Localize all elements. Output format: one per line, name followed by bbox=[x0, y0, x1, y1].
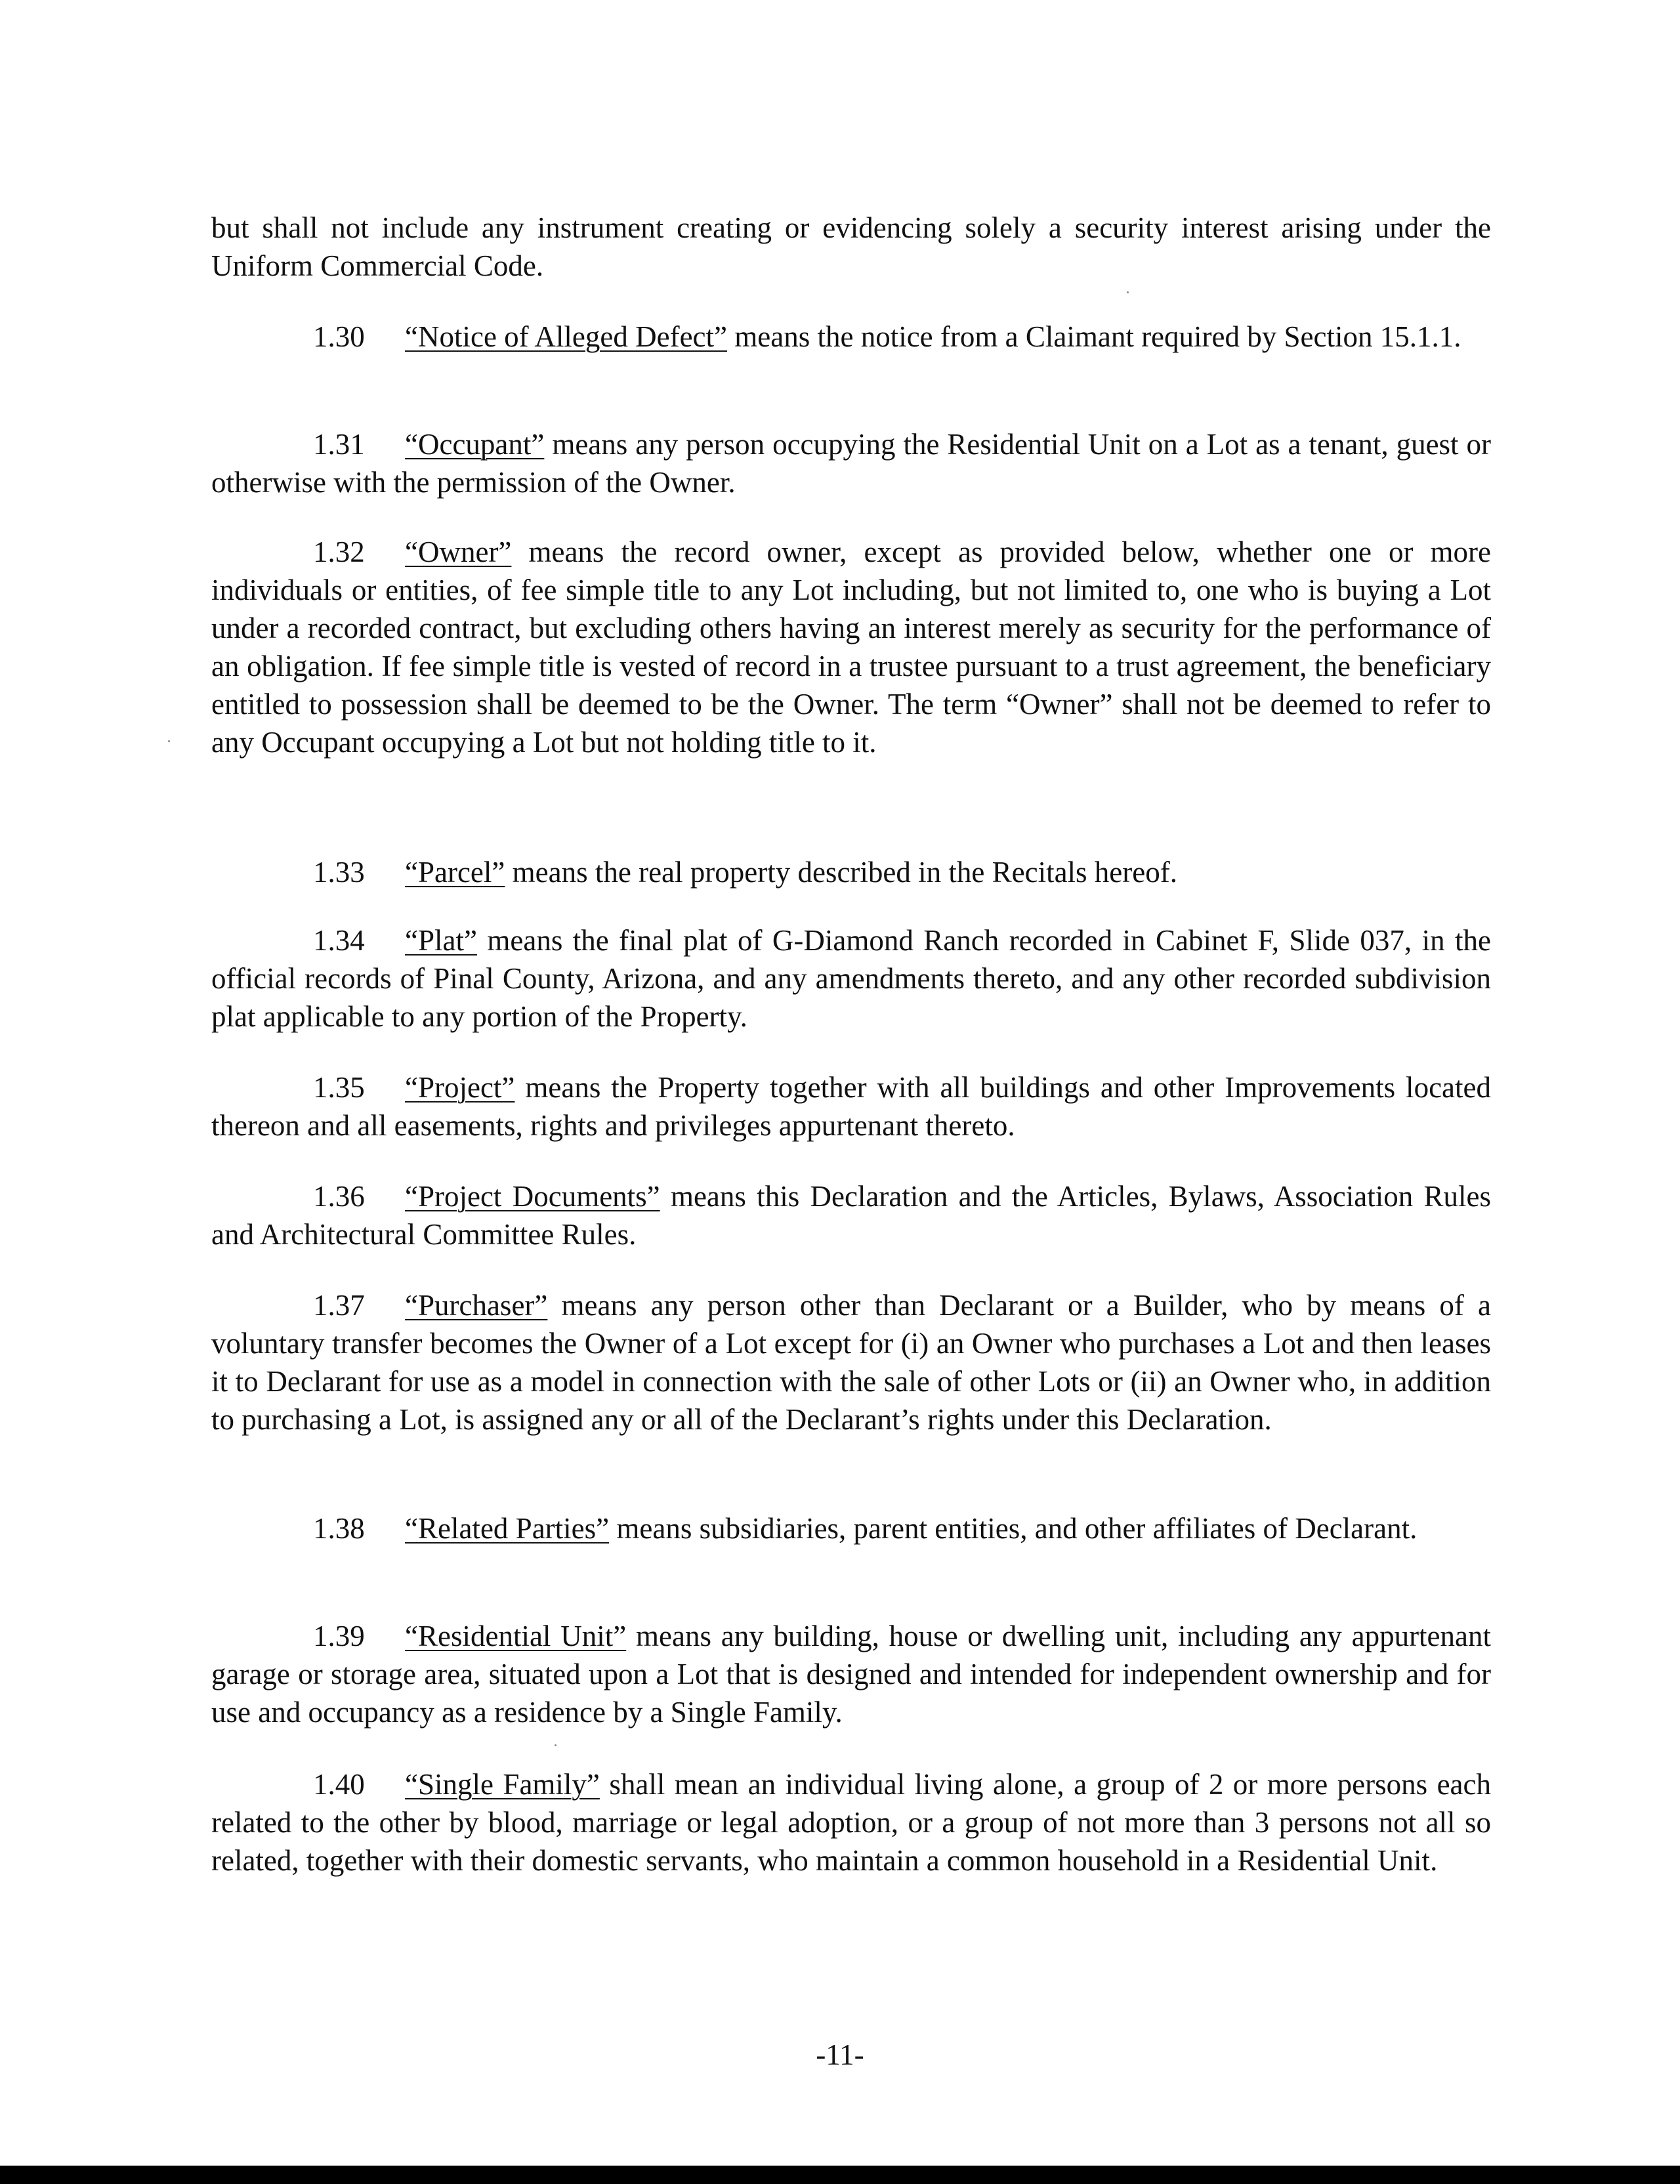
definition-1-35 bbox=[211, 1068, 1491, 1144]
definition-1-32 bbox=[211, 533, 1491, 761]
definition-text: means the Property together with all buildings and other Improvements located thereon and all easements, rights and privileges appurtenant thereto. bbox=[211, 1071, 1491, 1142]
definition-term: “Occupant” bbox=[405, 428, 545, 461]
definition-number: 1.32 bbox=[313, 536, 365, 568]
definition-number: 1.30 bbox=[313, 320, 365, 353]
definition-number: 1.35 bbox=[313, 1071, 365, 1104]
definition-number: 1.34 bbox=[313, 924, 365, 957]
definition-number: 1.36 bbox=[313, 1180, 365, 1213]
definition-number: 1.31 bbox=[313, 428, 365, 461]
definition-text: means the final plat of G-Diamond Ranch recorded in Cabinet F, Slide 037, in the official records of Pinal County, Arizona, and any amendments thereto, and any other recorded subdivision plat applicable to any portion of the Property. bbox=[211, 924, 1491, 1033]
definition-term: “Residential Unit” bbox=[405, 1620, 627, 1652]
definition-1-36 bbox=[211, 1177, 1491, 1253]
definition-text: means the record owner, except as provided below, whether one or more individuals or entities, of fee simple title to any Lot including, but not limited to, one who is buying a Lot under a recorded contract, but excluding others having an interest merely as security for the performance of an obligation. If fee simple title is vested of record in a trustee pursuant to a trust agreement, the beneficiary entitled to possession shall be deemed to be the Owner. The term “Owner” shall not be deemed to refer to any Occupant occupying a Lot but not holding title to it. bbox=[211, 536, 1491, 759]
definition-1-33 bbox=[211, 853, 1491, 891]
definition-term: “Owner” bbox=[405, 536, 512, 568]
definition-1-34 bbox=[211, 921, 1491, 1036]
definition-text: means subsidiaries, parent entities, and other affiliates of Declarant. bbox=[609, 1512, 1418, 1545]
definition-number: 1.39 bbox=[313, 1620, 365, 1652]
page-number: -11- bbox=[816, 2038, 864, 2071]
definition-term: “Plat” bbox=[405, 924, 477, 957]
definition-number: 1.33 bbox=[313, 856, 365, 889]
definition-1-39 bbox=[211, 1617, 1491, 1731]
definition-term: “Parcel” bbox=[405, 856, 505, 889]
definition-text: shall mean an individual living alone, a group of 2 or more persons each related to the other by blood, marriage or legal adoption, or a group of not more than 3 persons not all so related, together with their domestic servants, who maintain a common household in a Residential Unit. bbox=[211, 1768, 1491, 1877]
definition-1-30 bbox=[211, 318, 1491, 356]
definition-1-31 bbox=[211, 425, 1491, 501]
definition-1-38 bbox=[211, 1509, 1491, 1547]
definition-term: “Purchaser” bbox=[405, 1289, 548, 1322]
definition-term: “Notice of Alleged Defect” bbox=[405, 320, 728, 353]
definition-term: “Related Parties” bbox=[405, 1512, 610, 1545]
scan-bottom-edge bbox=[0, 2166, 1680, 2184]
scan-speck bbox=[168, 740, 170, 742]
definition-text: means this Declaration and the Articles, Bylaws, Association Rules and Architectural Committee Rules. bbox=[211, 1180, 1491, 1251]
definition-number: 1.40 bbox=[313, 1768, 365, 1801]
scan-speck bbox=[555, 1744, 556, 1746]
definition-text: means the notice from a Claimant required by Section 15.1.1. bbox=[727, 320, 1461, 353]
continuation-paragraph: but shall not include any instrument creating or evidencing solely a security interest arising under the Uniform Commercial Code. bbox=[211, 211, 1491, 282]
definition-text: means any building, house or dwelling unit, including any appurtenant garage or storage area, situated upon a Lot that is designed and intended for independent ownership and for use and occupancy as a residence by a Single Family. bbox=[211, 1620, 1492, 1729]
definition-text: means any person occupying the Residential Unit on a Lot as a tenant, guest or otherwise with the permission of the Owner. bbox=[211, 428, 1491, 499]
definition-term: “Project Documents” bbox=[405, 1180, 660, 1213]
definition-number: 1.37 bbox=[313, 1289, 365, 1322]
definition-1-40 bbox=[211, 1765, 1491, 1880]
definition-text: means any person other than Declarant or a Builder, who by means of a voluntary transfer becomes the Owner of a Lot except for (i) an Owner who purchases a Lot and then leases it to Declarant for use as a model in connection with the sale of other Lots or (ii) an Owner who, in addition to purchasing a Lot, is assigned any or all of the Declarant’s rights under this Declaration. bbox=[211, 1289, 1491, 1436]
definition-term: “Single Family” bbox=[405, 1768, 600, 1801]
definition-number: 1.38 bbox=[313, 1512, 365, 1545]
definition-term: “Project” bbox=[405, 1071, 515, 1104]
scan-speck bbox=[1127, 291, 1129, 293]
definition-text: means the real property described in the Recitals hereof. bbox=[505, 856, 1177, 889]
definition-1-37 bbox=[211, 1286, 1491, 1438]
